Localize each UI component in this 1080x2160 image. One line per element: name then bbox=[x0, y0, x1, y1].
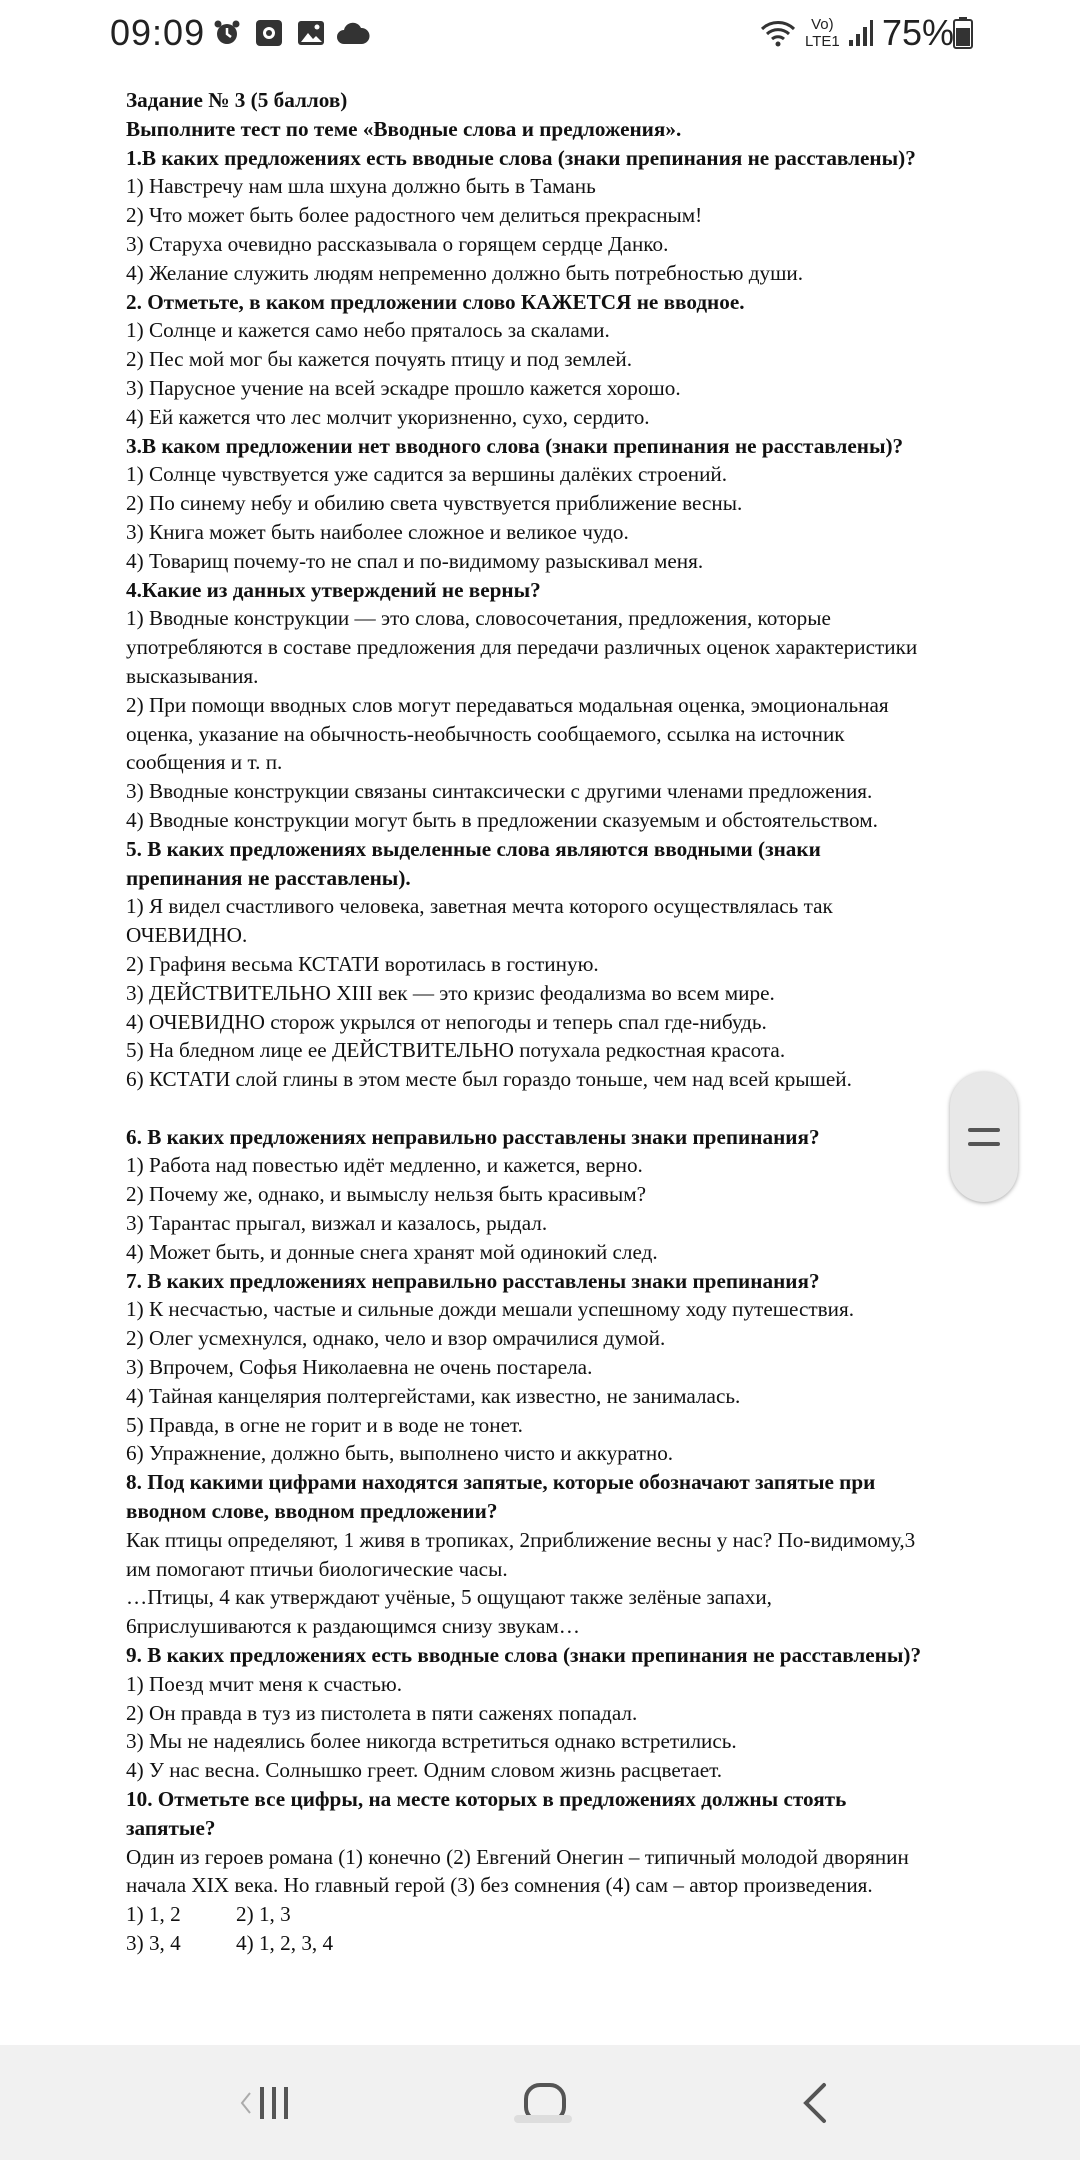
clock: 09:09 bbox=[110, 12, 206, 53]
answer-option: 3) Старуха очевидно рассказывала о горящем сердце Данко. bbox=[126, 231, 669, 256]
recent-apps-button[interactable] bbox=[228, 2075, 318, 2131]
status-bar bbox=[0, 0, 1080, 72]
answer-option: 2) Графиня весьма КСТАТИ воротилась в гостиную. bbox=[126, 951, 599, 976]
question-title: 4.Какие из данных утверждений не верны? bbox=[126, 577, 541, 602]
signal-icon bbox=[847, 18, 875, 48]
navigation-bar bbox=[0, 2045, 1080, 2160]
answer-option: 4) Ей кажется что лес молчит укоризненно, сухо, сердито. bbox=[126, 404, 650, 429]
answer-option: 3) Книга может быть наиболее сложное и великое чудо. bbox=[126, 519, 629, 544]
answer-option: 4) Тайная канцелярия полтергейстами, как известно, не занималась. bbox=[126, 1383, 741, 1408]
answer-option: 4) Товарищ почему-то не спал и по-видимому разыскивал меня. bbox=[126, 548, 704, 573]
answer-option: 6) Упражнение, должно быть, выполнено чисто и аккуратно. bbox=[126, 1441, 674, 1466]
question-title: вводном слове, вводном предложении? bbox=[126, 1499, 498, 1524]
back-button[interactable] bbox=[770, 2075, 860, 2131]
answer-option: 4) Желание служить людям непременно должно быть потребностью души. bbox=[126, 260, 804, 285]
alarm-icon bbox=[212, 18, 242, 48]
answer-option: 1) Я видел счастливого человека, заветная мечта которого осуществлялась так bbox=[126, 894, 833, 919]
answer-option: 4) У нас весна. Солнышко греет. Одним словом жизнь расцветает. bbox=[126, 1758, 723, 1783]
answer-option: 1) Поезд мчит меня к счастью. bbox=[126, 1671, 403, 1696]
question-title: 1.В каких предложениях есть вводные слова (знаки препинания не расставлены)? bbox=[126, 145, 916, 170]
question-4 bbox=[126, 576, 986, 835]
answer-option: 2) Почему же, однако, и вымыслу нельзя быть красивым? bbox=[126, 1182, 647, 1207]
answer-row bbox=[126, 1900, 986, 1929]
answer-option: 3) Тарантас прыгал, визжал и казалось, рыдал. bbox=[126, 1211, 548, 1236]
question-8 bbox=[126, 1468, 986, 1641]
answer-option: 3) Впрочем, Софья Николаевна не очень постарела. bbox=[126, 1355, 593, 1380]
blank-line bbox=[126, 1094, 986, 1123]
answer-option: ОЧЕВИДНО. bbox=[126, 923, 248, 948]
question-title: 10. Отметьте все цифры, на месте которых в предложениях должны стоять bbox=[126, 1787, 847, 1812]
question-6 bbox=[126, 1123, 986, 1267]
question-5 bbox=[126, 835, 986, 1094]
wifi-icon bbox=[760, 18, 796, 48]
handle-grip-line bbox=[968, 1128, 1000, 1132]
answer-row bbox=[126, 1929, 986, 1958]
question-7 bbox=[126, 1267, 986, 1469]
answer-option: 5) На бледном лице ее ДЕЙСТВИТЕЛЬНО потухала редкостная красота. bbox=[126, 1038, 786, 1063]
answer-option: сообщения и т. п. bbox=[126, 750, 283, 775]
test-instruction: Выполните тест по теме «Вводные слова и предложения». bbox=[126, 116, 682, 141]
answer-option: 1) Вводные конструкции — это слова, словосочетания, предложения, которые bbox=[126, 606, 831, 631]
image-icon bbox=[296, 18, 326, 48]
answer-option: 4) ОЧЕВИДНО сторож укрылся от непогоды и теперь спал где-нибудь. bbox=[126, 1009, 767, 1034]
answer-option: 1) Солнце чувствуется уже садится за вершины далёких строений. bbox=[126, 462, 728, 487]
question-9 bbox=[126, 1641, 986, 1785]
answer-option: 4) 1, 2, 3, 4 bbox=[236, 1931, 334, 1955]
question-1 bbox=[126, 144, 986, 288]
answer-option: 2) Олег усмехнулся, однако, чело и взор омрачилися думой. bbox=[126, 1326, 666, 1351]
app-notification-icon bbox=[254, 18, 284, 48]
question-3 bbox=[126, 432, 986, 576]
network-type-label bbox=[805, 16, 840, 50]
volte-label: Vo) bbox=[811, 16, 834, 33]
battery-icon bbox=[952, 16, 974, 50]
handle-grip-line bbox=[968, 1142, 1000, 1146]
answer-option: 1) Солнце и кажется само небо пряталось за скалами. bbox=[126, 318, 610, 343]
question-title: 7. В каких предложениях неправильно расставлены знаки препинания? bbox=[126, 1268, 820, 1293]
question-10 bbox=[126, 1785, 986, 1958]
question-title: препинания не расставлены). bbox=[126, 865, 411, 890]
answer-option: 4) Вводные конструкции могут быть в предложении сказуемым и обстоятельством. bbox=[126, 807, 878, 832]
answer-option: 3) Парусное учение на всей эскадре прошло кажется хорошо. bbox=[126, 375, 681, 400]
question-text: начала XIX века. Но главный герой (3) без сомнения (4) сам – автор произведения. bbox=[126, 1873, 873, 1898]
document-page bbox=[126, 86, 986, 1958]
answer-option: 3) Вводные конструкции связаны синтаксически с другими членами предложения. bbox=[126, 779, 873, 804]
fast-scroll-handle[interactable] bbox=[950, 1072, 1018, 1202]
battery-percent: 75% bbox=[882, 12, 955, 53]
answer-option: 5) Правда, в огне не горит и в воде не тонет. bbox=[126, 1412, 523, 1437]
answer-option: 2) Пес мой мог бы кажется почуять птицу и под землей. bbox=[126, 347, 632, 372]
question-text: Один из героев романа (1) конечно (2) Евгений Онегин – типичный молодой дворянин bbox=[126, 1844, 909, 1869]
question-text: им помогают птичьи биологические часы. bbox=[126, 1556, 508, 1581]
question-2 bbox=[126, 288, 986, 432]
answer-option: оценка, указание на обычность-необычность сообщаемого, ссылка на источник bbox=[126, 721, 845, 746]
answer-option: 3) Мы не надеялись более никогда встретиться однако встретились. bbox=[126, 1729, 737, 1754]
question-title: 2. Отметьте, в каком предложении слово КАЖЕТСЯ не вводное. bbox=[126, 289, 745, 314]
question-title: 5. В каких предложениях выделенные слова являются вводными (знаки bbox=[126, 836, 821, 861]
answer-option: 1) Навстречу нам шла шхуна должно быть в Тамань bbox=[126, 174, 596, 199]
answer-option: 1) Работа над повестью идёт медленно, и кажется, верно. bbox=[126, 1153, 643, 1178]
question-title: 9. В каких предложениях есть вводные слова (знаки препинания не расставлены)? bbox=[126, 1643, 922, 1668]
home-button[interactable] bbox=[500, 2075, 590, 2131]
answer-option: 2) Что может быть более радостного чем делиться прекрасным! bbox=[126, 203, 703, 228]
answer-option: 2) Он правда в туз из пистолета в пяти саженях попадал. bbox=[126, 1700, 638, 1725]
task-title: Задание № 3 (5 баллов) bbox=[126, 88, 348, 112]
answer-option: 1) К несчастью, частые и сильные дожди мешали успешному ходу путешествия. bbox=[126, 1297, 855, 1322]
answer-option: 3) 3, 4 bbox=[126, 1931, 181, 1955]
answer-option: 2) При помощи вводных слов могут передаваться модальная оценка, эмоциональная bbox=[126, 692, 889, 717]
question-text: …Птицы, 4 как утверждают учёные, 5 ощущают также зелёные запахи, bbox=[126, 1585, 772, 1610]
answer-option: употребляются в составе предложения для передачи различных оценок характеристики bbox=[126, 635, 918, 660]
question-text: 6прислушиваются к раздающимся снизу звукам… bbox=[126, 1614, 580, 1639]
lte-label: LTE1 bbox=[805, 33, 840, 50]
cloud-icon bbox=[336, 18, 370, 48]
answer-option: 2) По синему небу и обилию света чувствуется приближение весны. bbox=[126, 491, 743, 516]
answer-option: высказывания. bbox=[126, 663, 259, 688]
question-title: 3.В каком предложении нет вводного слова (знаки препинания не расставлены)? bbox=[126, 433, 904, 458]
question-title: запятые? bbox=[126, 1815, 216, 1840]
answer-option: 3) ДЕЙСТВИТЕЛЬНО XIII век — это кризис феодализма во всем мире. bbox=[126, 980, 775, 1005]
answer-option: 1) 1, 2 bbox=[126, 1902, 181, 1927]
answer-option: 4) Может быть, и донные снега хранят мой одинокий след. bbox=[126, 1239, 658, 1264]
answer-option: 6) КСТАТИ слой глины в этом месте был гораздо тоньше, чем над всей крышей. bbox=[126, 1067, 852, 1092]
question-text: Как птицы определяют, 1 живя в тропиках, 2приближение весны у нас? По-видимому,3 bbox=[126, 1527, 916, 1552]
question-title: 6. В каких предложениях неправильно расставлены знаки препинания? bbox=[126, 1124, 820, 1149]
question-title: 8. Под какими цифрами находятся запятые, которые обозначают запятые при bbox=[126, 1470, 876, 1495]
answer-option: 2) 1, 3 bbox=[236, 1902, 291, 1927]
